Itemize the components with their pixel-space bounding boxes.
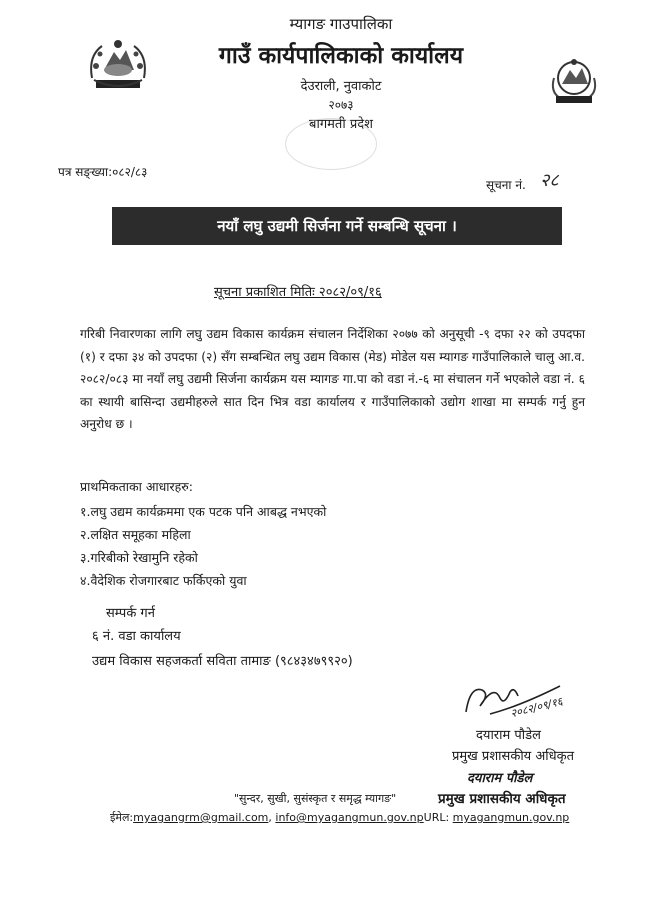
stamp-title: प्रमुख प्रशासकीय अधिकृत: [438, 791, 566, 807]
priority-item: २.लक्षित समूहका महिला: [80, 527, 191, 542]
priority-item: ३.गरिबीको रेखामुनि रहेको: [80, 550, 198, 565]
notice-body-paragraph: गरिबी निवारणका लागि लघु उद्यम विकास कार्यक्रम संचालन निर्देशिका २०७७ को अनुसूची -९ दफा २२ को उपदफा (१) र दफा ३४ को उपदफा (२) सँग सम्बन्धित लघु उद्यम विकास (मेड) मोडेल यस म्यागङ गाउँपालिकाले चालु आ.व. २०८२/०८३ मा नयाँ लघु उद्यमी सिर्जना कार्यक्रम यस म्यागङ गा.पा को वडा नं.-६ मा संचालन गर्ने भएकोले वडा नं. ६ का स्थायी बासिन्दा उद्यमीहरुले सात दिन भित्र वडा कार्यालय र गाउँपालिकाको उद्योग शाखा मा सम्पर्क गर्नु हुन अनुरोध छ ।: [80, 327, 585, 431]
established-year: २०७३: [328, 98, 354, 112]
email-link-1[interactable]: myagangrm@gmail.com: [133, 811, 269, 824]
notice-number-label: सूचना नं.: [486, 178, 526, 192]
province-name: बागमती प्रदेश: [309, 117, 373, 132]
url-label: URL:: [423, 811, 450, 824]
office-title: गाउँ कार्यपालिकाको कार्यालय: [218, 43, 464, 69]
email-label: ईमेल:: [110, 811, 134, 824]
faint-office-stamp: [285, 118, 377, 170]
contact-footer: ईमेल:myagangrm@gmail.com, info@myagangmun.gov.npURL: myagangmun.gov.np: [110, 811, 570, 824]
slogan: "सुन्दर, सुखी, सुसंस्कृत र समृद्ध म्यागङ": [234, 792, 397, 805]
contact-label: सम्पर्क गर्न: [106, 606, 155, 621]
reference-number: पत्र सङ्ख्या:०८२/८३: [58, 165, 148, 179]
priority-item: १.लघु उद्यम कार्यक्रममा एक पटक पनि आबद्ध नभएको: [80, 504, 327, 519]
notice-title-banner: नयाँ लघु उद्यमी सिर्जना गर्ने सम्बन्धि सूचना ।: [112, 207, 562, 245]
notice-number-value: २८: [540, 170, 559, 191]
office-address: देउराली, नुवाकोट: [300, 79, 382, 94]
priority-heading: प्राथमिकताका आधारहरु:: [80, 479, 193, 494]
email-link-2[interactable]: info@myagangmun.gov.np: [275, 811, 424, 824]
contact-office: ६ नं. वडा कार्यालय: [92, 629, 181, 644]
contact-person: उद्यम विकास सहजकर्ता सविता तामाङ (९८४३४७९९२०): [92, 654, 353, 669]
priority-item: ४.वैदेशिक रोजगारबाट फर्किएको युवा: [80, 573, 247, 588]
municipality-name: म्यागङ गाउपालिका: [289, 15, 393, 33]
website-link[interactable]: myagangmun.gov.np: [452, 811, 570, 824]
stamp-name: दयाराम पौडेल: [467, 771, 533, 786]
signatory-title: प्रमुख प्रशासकीय अधिकृत: [452, 749, 575, 764]
signature-date: २०८२/०९/१६: [509, 694, 564, 721]
published-date: सूचना प्रकाशित मितिः २०८२/०९/१६: [214, 285, 382, 300]
signatory-name: दयाराम पौडेल: [476, 728, 541, 743]
